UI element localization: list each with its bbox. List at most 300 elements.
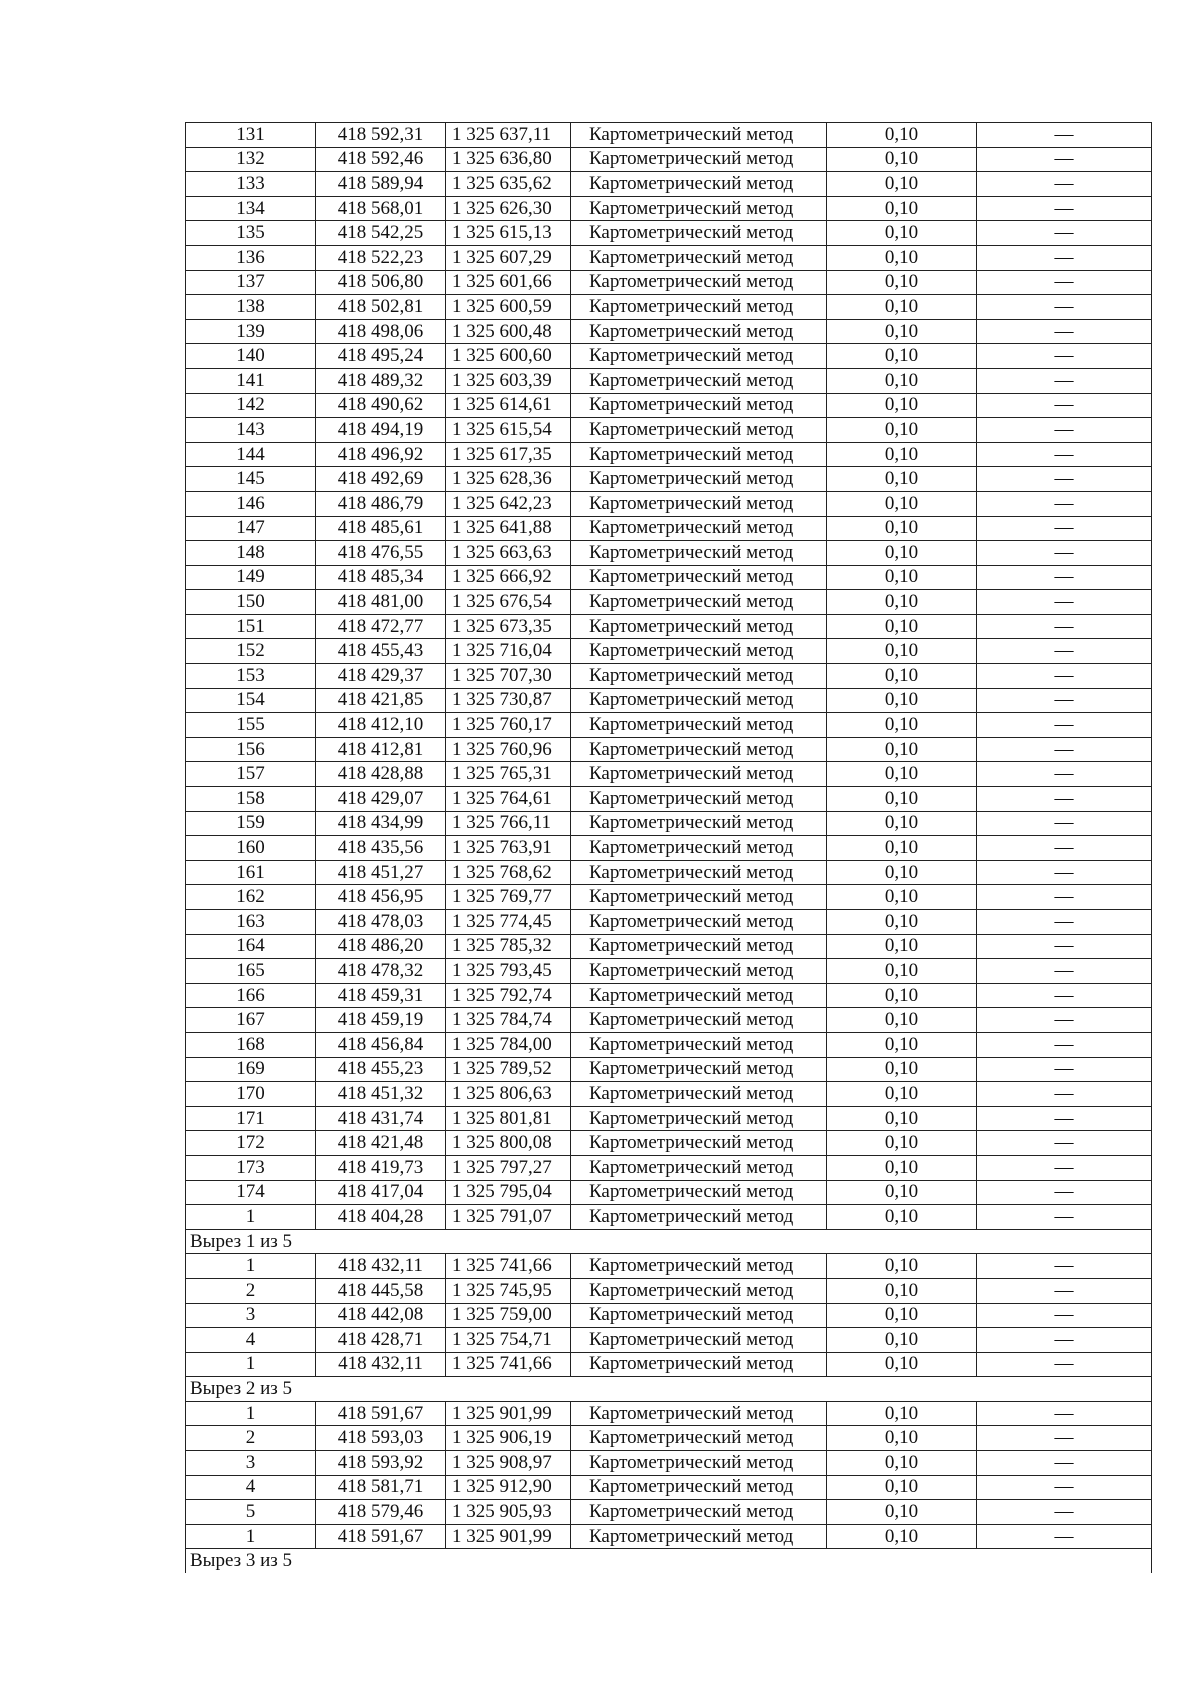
method-cell: Картометрический метод	[571, 713, 827, 738]
description-cell: —	[977, 516, 1152, 541]
point-number-cell: 4	[186, 1475, 316, 1500]
y-coordinate-cell: 1 325 785,32	[446, 934, 571, 959]
table-row	[186, 418, 1152, 443]
method-cell: Картометрический метод	[571, 541, 827, 566]
y-coordinate-cell: 1 325 642,23	[446, 491, 571, 516]
point-number-cell: 171	[186, 1106, 316, 1131]
method-cell: Картометрический метод	[571, 123, 827, 148]
x-coordinate-cell: 418 502,81	[316, 295, 446, 320]
accuracy-cell: 0,10	[827, 418, 977, 443]
table-row	[186, 295, 1152, 320]
accuracy-cell: 0,10	[827, 639, 977, 664]
method-cell: Картометрический метод	[571, 959, 827, 984]
point-number-cell: 157	[186, 762, 316, 787]
y-coordinate-cell: 1 325 741,66	[446, 1254, 571, 1279]
point-number-cell: 133	[186, 172, 316, 197]
y-coordinate-cell: 1 325 615,54	[446, 418, 571, 443]
x-coordinate-cell: 418 459,31	[316, 983, 446, 1008]
point-number-cell: 5	[186, 1500, 316, 1525]
y-coordinate-cell: 1 325 768,62	[446, 860, 571, 885]
y-coordinate-cell: 1 325 793,45	[446, 959, 571, 984]
description-cell: —	[977, 1106, 1152, 1131]
x-coordinate-cell: 418 489,32	[316, 368, 446, 393]
x-coordinate-cell: 418 451,32	[316, 1082, 446, 1107]
x-coordinate-cell: 418 478,03	[316, 910, 446, 935]
method-cell: Картометрический метод	[571, 245, 827, 270]
x-coordinate-cell: 418 485,34	[316, 565, 446, 590]
accuracy-cell: 0,10	[827, 221, 977, 246]
x-coordinate-cell: 418 476,55	[316, 541, 446, 566]
x-coordinate-cell: 418 442,08	[316, 1303, 446, 1328]
description-cell: —	[977, 787, 1152, 812]
point-number-cell: 1	[186, 1401, 316, 1426]
description-cell: —	[977, 1352, 1152, 1377]
x-coordinate-cell: 418 568,01	[316, 196, 446, 221]
coordinates-table	[185, 122, 1152, 1573]
method-cell: Картометрический метод	[571, 836, 827, 861]
y-coordinate-cell: 1 325 912,90	[446, 1475, 571, 1500]
x-coordinate-cell: 418 522,23	[316, 245, 446, 270]
table-row	[186, 737, 1152, 762]
y-coordinate-cell: 1 325 741,66	[446, 1352, 571, 1377]
description-cell: —	[977, 393, 1152, 418]
point-number-cell: 142	[186, 393, 316, 418]
accuracy-cell: 0,10	[827, 934, 977, 959]
point-number-cell: 135	[186, 221, 316, 246]
method-cell: Картометрический метод	[571, 688, 827, 713]
accuracy-cell: 0,10	[827, 1500, 977, 1525]
method-cell: Картометрический метод	[571, 1524, 827, 1549]
accuracy-cell: 0,10	[827, 1328, 977, 1353]
table-row	[186, 910, 1152, 935]
table-row	[186, 836, 1152, 861]
point-number-cell: 144	[186, 442, 316, 467]
description-cell: —	[977, 1131, 1152, 1156]
point-number-cell: 159	[186, 811, 316, 836]
method-cell: Картометрический метод	[571, 368, 827, 393]
y-coordinate-cell: 1 325 614,61	[446, 393, 571, 418]
table-row	[186, 1278, 1152, 1303]
y-coordinate-cell: 1 325 763,91	[446, 836, 571, 861]
method-cell: Картометрический метод	[571, 934, 827, 959]
method-cell: Картометрический метод	[571, 1180, 827, 1205]
table-row	[186, 639, 1152, 664]
x-coordinate-cell: 418 589,94	[316, 172, 446, 197]
y-coordinate-cell: 1 325 673,35	[446, 614, 571, 639]
x-coordinate-cell: 418 421,48	[316, 1131, 446, 1156]
table-row	[186, 541, 1152, 566]
y-coordinate-cell: 1 325 628,36	[446, 467, 571, 492]
description-cell: —	[977, 123, 1152, 148]
x-coordinate-cell: 418 404,28	[316, 1205, 446, 1230]
table-row	[186, 221, 1152, 246]
method-cell: Картометрический метод	[571, 418, 827, 443]
method-cell: Картометрический метод	[571, 1057, 827, 1082]
point-number-cell: 150	[186, 590, 316, 615]
accuracy-cell: 0,10	[827, 688, 977, 713]
x-coordinate-cell: 418 506,80	[316, 270, 446, 295]
description-cell: —	[977, 1155, 1152, 1180]
x-coordinate-cell: 418 412,81	[316, 737, 446, 762]
description-cell: —	[977, 737, 1152, 762]
accuracy-cell: 0,10	[827, 910, 977, 935]
y-coordinate-cell: 1 325 769,77	[446, 885, 571, 910]
table-row	[186, 1205, 1152, 1230]
accuracy-cell: 0,10	[827, 1180, 977, 1205]
y-coordinate-cell: 1 325 603,39	[446, 368, 571, 393]
description-cell: —	[977, 762, 1152, 787]
y-coordinate-cell: 1 325 764,61	[446, 787, 571, 812]
x-coordinate-cell: 418 455,43	[316, 639, 446, 664]
section-label: Вырез 2 из 5	[186, 1377, 1152, 1402]
method-cell: Картометрический метод	[571, 516, 827, 541]
table-row	[186, 1500, 1152, 1525]
y-coordinate-cell: 1 325 908,97	[446, 1451, 571, 1476]
x-coordinate-cell: 418 591,67	[316, 1524, 446, 1549]
section-header-row	[186, 1549, 1152, 1573]
table-row	[186, 1180, 1152, 1205]
method-cell: Картометрический метод	[571, 1008, 827, 1033]
table-row	[186, 1328, 1152, 1353]
method-cell: Картометрический метод	[571, 1352, 827, 1377]
table-row	[186, 1082, 1152, 1107]
accuracy-cell: 0,10	[827, 368, 977, 393]
description-cell: —	[977, 983, 1152, 1008]
point-number-cell: 155	[186, 713, 316, 738]
accuracy-cell: 0,10	[827, 516, 977, 541]
point-number-cell: 161	[186, 860, 316, 885]
description-cell: —	[977, 910, 1152, 935]
method-cell: Картометрический метод	[571, 442, 827, 467]
x-coordinate-cell: 418 431,74	[316, 1106, 446, 1131]
method-cell: Картометрический метод	[571, 1475, 827, 1500]
x-coordinate-cell: 418 428,71	[316, 1328, 446, 1353]
method-cell: Картометрический метод	[571, 664, 827, 689]
y-coordinate-cell: 1 325 800,08	[446, 1131, 571, 1156]
method-cell: Картометрический метод	[571, 1303, 827, 1328]
point-number-cell: 151	[186, 614, 316, 639]
method-cell: Картометрический метод	[571, 344, 827, 369]
description-cell: —	[977, 811, 1152, 836]
point-number-cell: 1	[186, 1352, 316, 1377]
accuracy-cell: 0,10	[827, 1155, 977, 1180]
table-row	[186, 1401, 1152, 1426]
description-cell: —	[977, 1057, 1152, 1082]
accuracy-cell: 0,10	[827, 196, 977, 221]
x-coordinate-cell: 418 492,69	[316, 467, 446, 492]
y-coordinate-cell: 1 325 784,00	[446, 1032, 571, 1057]
point-number-cell: 160	[186, 836, 316, 861]
accuracy-cell: 0,10	[827, 737, 977, 762]
point-number-cell: 172	[186, 1131, 316, 1156]
x-coordinate-cell: 418 542,25	[316, 221, 446, 246]
table-row	[186, 1524, 1152, 1549]
description-cell: —	[977, 1475, 1152, 1500]
y-coordinate-cell: 1 325 759,00	[446, 1303, 571, 1328]
accuracy-cell: 0,10	[827, 1278, 977, 1303]
description-cell: —	[977, 1008, 1152, 1033]
point-number-cell: 140	[186, 344, 316, 369]
y-coordinate-cell: 1 325 795,04	[446, 1180, 571, 1205]
description-cell: —	[977, 319, 1152, 344]
accuracy-cell: 0,10	[827, 1451, 977, 1476]
section-label: Вырез 1 из 5	[186, 1229, 1152, 1254]
table-row	[186, 344, 1152, 369]
method-cell: Картометрический метод	[571, 590, 827, 615]
point-number-cell: 158	[186, 787, 316, 812]
x-coordinate-cell: 418 459,19	[316, 1008, 446, 1033]
description-cell: —	[977, 1254, 1152, 1279]
table-row	[186, 123, 1152, 148]
method-cell: Картометрический метод	[571, 1426, 827, 1451]
method-cell: Картометрический метод	[571, 885, 827, 910]
point-number-cell: 165	[186, 959, 316, 984]
section-label: Вырез 3 из 5	[186, 1549, 1152, 1573]
accuracy-cell: 0,10	[827, 123, 977, 148]
y-coordinate-cell: 1 325 617,35	[446, 442, 571, 467]
table-row	[186, 1303, 1152, 1328]
description-cell: —	[977, 1524, 1152, 1549]
y-coordinate-cell: 1 325 797,27	[446, 1155, 571, 1180]
accuracy-cell: 0,10	[827, 541, 977, 566]
point-number-cell: 146	[186, 491, 316, 516]
description-cell: —	[977, 688, 1152, 713]
description-cell: —	[977, 418, 1152, 443]
table-row	[186, 1155, 1152, 1180]
accuracy-cell: 0,10	[827, 811, 977, 836]
x-coordinate-cell: 418 486,20	[316, 934, 446, 959]
table-row	[186, 147, 1152, 172]
point-number-cell: 1	[186, 1205, 316, 1230]
accuracy-cell: 0,10	[827, 1106, 977, 1131]
x-coordinate-cell: 418 435,56	[316, 836, 446, 861]
x-coordinate-cell: 418 419,73	[316, 1155, 446, 1180]
method-cell: Картометрический метод	[571, 983, 827, 1008]
point-number-cell: 152	[186, 639, 316, 664]
description-cell: —	[977, 344, 1152, 369]
description-cell: —	[977, 1205, 1152, 1230]
method-cell: Картометрический метод	[571, 1082, 827, 1107]
accuracy-cell: 0,10	[827, 885, 977, 910]
method-cell: Картометрический метод	[571, 639, 827, 664]
y-coordinate-cell: 1 325 600,60	[446, 344, 571, 369]
table-row	[186, 811, 1152, 836]
description-cell: —	[977, 172, 1152, 197]
accuracy-cell: 0,10	[827, 860, 977, 885]
accuracy-cell: 0,10	[827, 565, 977, 590]
table-row	[186, 491, 1152, 516]
table-row	[186, 1254, 1152, 1279]
x-coordinate-cell: 418 451,27	[316, 860, 446, 885]
description-cell: —	[977, 295, 1152, 320]
table-row	[186, 442, 1152, 467]
description-cell: —	[977, 368, 1152, 393]
point-number-cell: 4	[186, 1328, 316, 1353]
y-coordinate-cell: 1 325 760,17	[446, 713, 571, 738]
point-number-cell: 169	[186, 1057, 316, 1082]
table-row	[186, 983, 1152, 1008]
table-row	[186, 1008, 1152, 1033]
accuracy-cell: 0,10	[827, 614, 977, 639]
description-cell: —	[977, 1032, 1152, 1057]
y-coordinate-cell: 1 325 626,30	[446, 196, 571, 221]
y-coordinate-cell: 1 325 635,62	[446, 172, 571, 197]
point-number-cell: 2	[186, 1426, 316, 1451]
accuracy-cell: 0,10	[827, 1401, 977, 1426]
method-cell: Картометрический метод	[571, 1032, 827, 1057]
method-cell: Картометрический метод	[571, 270, 827, 295]
x-coordinate-cell: 418 434,99	[316, 811, 446, 836]
method-cell: Картометрический метод	[571, 910, 827, 935]
table-row	[186, 1426, 1152, 1451]
table-row	[186, 368, 1152, 393]
point-number-cell: 139	[186, 319, 316, 344]
point-number-cell: 145	[186, 467, 316, 492]
point-number-cell: 168	[186, 1032, 316, 1057]
y-coordinate-cell: 1 325 716,04	[446, 639, 571, 664]
x-coordinate-cell: 418 593,92	[316, 1451, 446, 1476]
method-cell: Картометрический метод	[571, 1451, 827, 1476]
method-cell: Картометрический метод	[571, 196, 827, 221]
x-coordinate-cell: 418 579,46	[316, 1500, 446, 1525]
document-page	[185, 122, 1151, 1573]
coordinates-table-body	[186, 123, 1152, 1574]
method-cell: Картометрический метод	[571, 787, 827, 812]
accuracy-cell: 0,10	[827, 1352, 977, 1377]
x-coordinate-cell: 418 486,79	[316, 491, 446, 516]
accuracy-cell: 0,10	[827, 1205, 977, 1230]
accuracy-cell: 0,10	[827, 344, 977, 369]
description-cell: —	[977, 1303, 1152, 1328]
x-coordinate-cell: 418 417,04	[316, 1180, 446, 1205]
x-coordinate-cell: 418 429,07	[316, 787, 446, 812]
accuracy-cell: 0,10	[827, 664, 977, 689]
table-row	[186, 565, 1152, 590]
table-row	[186, 885, 1152, 910]
x-coordinate-cell: 418 455,23	[316, 1057, 446, 1082]
description-cell: —	[977, 1500, 1152, 1525]
table-row	[186, 713, 1152, 738]
y-coordinate-cell: 1 325 760,96	[446, 737, 571, 762]
table-row	[186, 959, 1152, 984]
description-cell: —	[977, 245, 1152, 270]
y-coordinate-cell: 1 325 663,63	[446, 541, 571, 566]
table-row	[186, 319, 1152, 344]
table-row	[186, 664, 1152, 689]
method-cell: Картометрический метод	[571, 737, 827, 762]
y-coordinate-cell: 1 325 774,45	[446, 910, 571, 935]
method-cell: Картометрический метод	[571, 1205, 827, 1230]
table-row	[186, 614, 1152, 639]
accuracy-cell: 0,10	[827, 147, 977, 172]
accuracy-cell: 0,10	[827, 1032, 977, 1057]
accuracy-cell: 0,10	[827, 590, 977, 615]
table-row	[186, 1032, 1152, 1057]
description-cell: —	[977, 1278, 1152, 1303]
accuracy-cell: 0,10	[827, 959, 977, 984]
description-cell: —	[977, 270, 1152, 295]
accuracy-cell: 0,10	[827, 787, 977, 812]
accuracy-cell: 0,10	[827, 1057, 977, 1082]
description-cell: —	[977, 1401, 1152, 1426]
x-coordinate-cell: 418 445,58	[316, 1278, 446, 1303]
point-number-cell: 137	[186, 270, 316, 295]
section-header-row	[186, 1377, 1152, 1402]
method-cell: Картометрический метод	[571, 1401, 827, 1426]
method-cell: Картометрический метод	[571, 1500, 827, 1525]
point-number-cell: 141	[186, 368, 316, 393]
description-cell: —	[977, 639, 1152, 664]
description-cell: —	[977, 934, 1152, 959]
x-coordinate-cell: 418 485,61	[316, 516, 446, 541]
x-coordinate-cell: 418 481,00	[316, 590, 446, 615]
method-cell: Картометрический метод	[571, 811, 827, 836]
method-cell: Картометрический метод	[571, 614, 827, 639]
description-cell: —	[977, 196, 1152, 221]
point-number-cell: 163	[186, 910, 316, 935]
y-coordinate-cell: 1 325 745,95	[446, 1278, 571, 1303]
method-cell: Картометрический метод	[571, 762, 827, 787]
x-coordinate-cell: 418 592,31	[316, 123, 446, 148]
method-cell: Картометрический метод	[571, 393, 827, 418]
description-cell: —	[977, 221, 1152, 246]
x-coordinate-cell: 418 429,37	[316, 664, 446, 689]
point-number-cell: 1	[186, 1254, 316, 1279]
table-row	[186, 172, 1152, 197]
accuracy-cell: 0,10	[827, 172, 977, 197]
method-cell: Картометрический метод	[571, 491, 827, 516]
description-cell: —	[977, 1180, 1152, 1205]
point-number-cell: 136	[186, 245, 316, 270]
point-number-cell: 173	[186, 1155, 316, 1180]
y-coordinate-cell: 1 325 806,63	[446, 1082, 571, 1107]
y-coordinate-cell: 1 325 600,48	[446, 319, 571, 344]
accuracy-cell: 0,10	[827, 245, 977, 270]
description-cell: —	[977, 836, 1152, 861]
accuracy-cell: 0,10	[827, 1008, 977, 1033]
accuracy-cell: 0,10	[827, 713, 977, 738]
point-number-cell: 1	[186, 1524, 316, 1549]
y-coordinate-cell: 1 325 906,19	[446, 1426, 571, 1451]
method-cell: Картометрический метод	[571, 319, 827, 344]
y-coordinate-cell: 1 325 730,87	[446, 688, 571, 713]
x-coordinate-cell: 418 495,24	[316, 344, 446, 369]
point-number-cell: 164	[186, 934, 316, 959]
table-row	[186, 1057, 1152, 1082]
y-coordinate-cell: 1 325 792,74	[446, 983, 571, 1008]
table-row	[186, 688, 1152, 713]
accuracy-cell: 0,10	[827, 319, 977, 344]
description-cell: —	[977, 565, 1152, 590]
y-coordinate-cell: 1 325 707,30	[446, 664, 571, 689]
method-cell: Картометрический метод	[571, 1254, 827, 1279]
accuracy-cell: 0,10	[827, 491, 977, 516]
x-coordinate-cell: 418 412,10	[316, 713, 446, 738]
y-coordinate-cell: 1 325 905,93	[446, 1500, 571, 1525]
description-cell: —	[977, 1328, 1152, 1353]
accuracy-cell: 0,10	[827, 983, 977, 1008]
method-cell: Картометрический метод	[571, 221, 827, 246]
y-coordinate-cell: 1 325 666,92	[446, 565, 571, 590]
description-cell: —	[977, 614, 1152, 639]
description-cell: —	[977, 1451, 1152, 1476]
accuracy-cell: 0,10	[827, 1475, 977, 1500]
description-cell: —	[977, 467, 1152, 492]
x-coordinate-cell: 418 456,84	[316, 1032, 446, 1057]
y-coordinate-cell: 1 325 901,99	[446, 1524, 571, 1549]
method-cell: Картометрический метод	[571, 1155, 827, 1180]
accuracy-cell: 0,10	[827, 1524, 977, 1549]
